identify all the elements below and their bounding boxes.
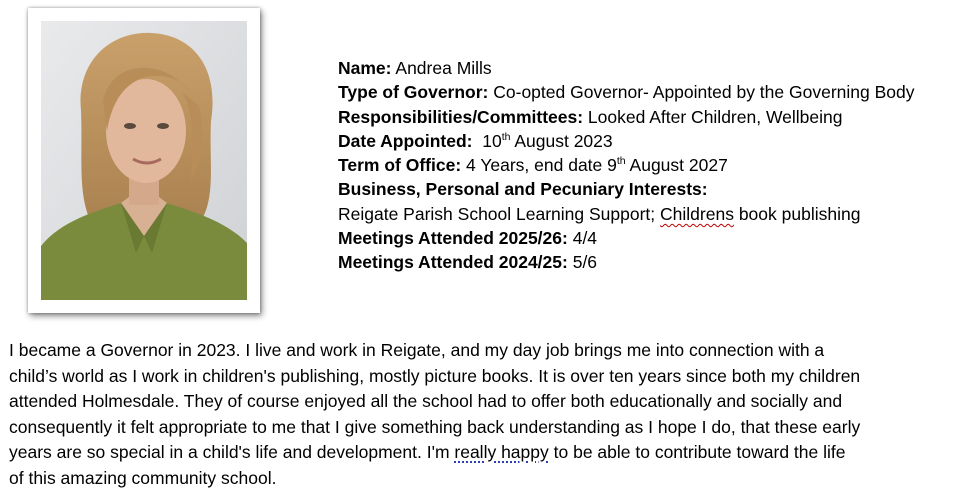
governor-details <box>338 56 958 275</box>
bio-line: child’s world as I work in children's publishing, mostly picture books. It is over ten years since both my children <box>9 365 861 386</box>
term-suffix: th <box>616 155 626 168</box>
bio-line: of this amazing community school. <box>9 467 277 488</box>
bio-line: attended Holmesdale. They of course enjoyed all the school had to offer both educationally and socially and <box>9 391 843 412</box>
interests-value-b: book publishing <box>733 203 861 224</box>
name-row <box>338 56 958 80</box>
term-value-a: 4 Years, end date 9 <box>461 155 617 176</box>
type-value: Co-opted Governor- Appointed by the Governing Body <box>488 82 915 103</box>
bio-line-5a: years are so special in a child's life and development. I'm <box>9 442 455 463</box>
date-appointed-rest: August 2023 <box>510 130 613 151</box>
governor-portrait-photo <box>41 21 247 300</box>
responsibilities-value: Looked After Children, Wellbeing <box>583 106 843 127</box>
date-appointed-day: 10 <box>472 130 502 151</box>
bio-line: I became a Governor in 2023. I live and work in Reigate, and my day job brings me into connection with a <box>9 340 825 360</box>
type-label: Type of Governor: <box>338 82 489 103</box>
responsibilities-row <box>338 105 958 129</box>
interests-label-row <box>338 177 958 201</box>
meetings-2425-label: Meetings Attended 2024/25: <box>338 252 568 273</box>
portrait-illustration <box>41 21 247 300</box>
grammar-flagged-phrase[interactable]: really happy <box>454 442 549 463</box>
date-appointed-label: Date Appointed: <box>338 130 473 151</box>
term-label: Term of Office: <box>338 155 462 176</box>
type-row <box>338 80 958 104</box>
meetings-2526-label: Meetings Attended 2025/26: <box>338 228 568 249</box>
spelling-flagged-word[interactable]: Childrens <box>660 203 734 224</box>
term-value-b: August 2027 <box>625 155 728 176</box>
governor-biography <box>9 338 964 492</box>
bio-line <box>9 440 964 466</box>
term-row <box>338 153 958 177</box>
responsibilities-label: Responsibilities/Committees: <box>338 106 584 127</box>
meetings-2425-row <box>338 250 958 274</box>
meetings-2526-value: 4/4 <box>567 228 598 249</box>
interests-label: Business, Personal and Pecuniary Interests: <box>338 179 708 200</box>
bio-line-5b: to be able to contribute toward the life <box>548 442 846 463</box>
name-value: Andrea Mills <box>391 58 492 78</box>
name-label: Name: <box>338 58 392 78</box>
meetings-2526-row <box>338 226 958 250</box>
meetings-2425-value: 5/6 <box>567 252 598 273</box>
interests-value-a: Reigate Parish School Learning Support; <box>338 203 661 224</box>
date-appointed-row <box>338 129 958 153</box>
interests-value-row <box>338 202 958 226</box>
bio-line: consequently it felt appropriate to me that I give something back understanding as I hope I do, that these early <box>9 416 861 437</box>
photo-frame <box>28 8 260 313</box>
date-appointed-suffix: th <box>501 130 511 143</box>
